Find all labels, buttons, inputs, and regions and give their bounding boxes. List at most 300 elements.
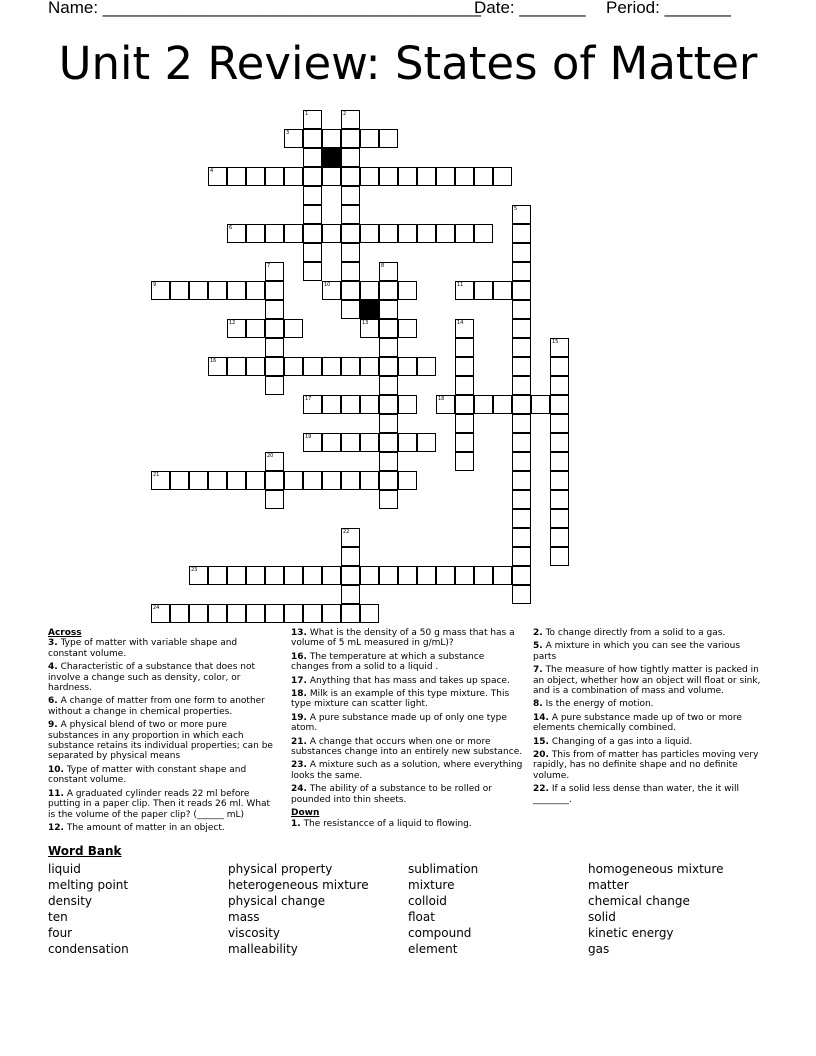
grid-cell[interactable] bbox=[189, 281, 208, 300]
clue-number: 13 bbox=[362, 320, 369, 326]
grid-cell[interactable] bbox=[512, 490, 531, 509]
grid-cell[interactable] bbox=[550, 338, 569, 357]
grid-cell[interactable] bbox=[265, 319, 284, 338]
word-bank-item: compound bbox=[408, 926, 472, 940]
grid-cell[interactable] bbox=[455, 566, 474, 585]
across-heading: Across bbox=[48, 628, 82, 638]
grid-cell[interactable] bbox=[436, 395, 455, 414]
clue-text: Characteristic of a substance that does not involve a change such as density, color, or hardness. bbox=[48, 662, 256, 694]
grid-cell[interactable] bbox=[303, 186, 322, 205]
grid-cell[interactable] bbox=[208, 281, 227, 300]
grid-cell[interactable] bbox=[398, 433, 417, 452]
grid-cell[interactable] bbox=[379, 395, 398, 414]
grid-cell[interactable] bbox=[303, 604, 322, 623]
grid-cell[interactable] bbox=[512, 528, 531, 547]
grid-cell[interactable] bbox=[436, 566, 455, 585]
grid-cell[interactable] bbox=[493, 395, 512, 414]
grid-cell[interactable] bbox=[303, 205, 322, 224]
grid-cell[interactable] bbox=[512, 509, 531, 528]
grid-cell[interactable] bbox=[265, 471, 284, 490]
clue-number: 6 bbox=[229, 225, 233, 231]
grid-cell[interactable] bbox=[227, 281, 246, 300]
grid-cell[interactable] bbox=[322, 566, 341, 585]
clue-number: 21 bbox=[153, 472, 160, 478]
grid-cell[interactable] bbox=[379, 167, 398, 186]
grid-cell[interactable] bbox=[512, 433, 531, 452]
clue-number-label: 15. bbox=[533, 736, 549, 747]
grid-cell[interactable] bbox=[170, 471, 189, 490]
grid-cell[interactable] bbox=[512, 224, 531, 243]
grid-cell[interactable] bbox=[512, 376, 531, 395]
grid-cell[interactable] bbox=[208, 566, 227, 585]
grid-cell[interactable] bbox=[550, 509, 569, 528]
grid-cell[interactable] bbox=[379, 338, 398, 357]
clue-number-label: 9. bbox=[48, 720, 58, 731]
grid-cell[interactable] bbox=[265, 566, 284, 585]
grid-cell[interactable] bbox=[227, 471, 246, 490]
grid-cell[interactable] bbox=[398, 281, 417, 300]
grid-cell[interactable] bbox=[360, 566, 379, 585]
grid-cell[interactable] bbox=[303, 395, 322, 414]
grid-cell[interactable] bbox=[227, 357, 246, 376]
grid-cell[interactable] bbox=[246, 224, 265, 243]
word-bank-item: melting point bbox=[48, 878, 129, 892]
period-field[interactable]: Period: _______ bbox=[606, 0, 731, 17]
grid-cell[interactable] bbox=[379, 414, 398, 433]
grid-cell[interactable] bbox=[322, 433, 341, 452]
grid-cell[interactable] bbox=[341, 547, 360, 566]
clue-number: 17 bbox=[305, 396, 312, 402]
clue-text: The resistancce of a liquid to flowing. bbox=[303, 818, 472, 829]
grid-cell[interactable] bbox=[341, 243, 360, 262]
grid-cell[interactable] bbox=[379, 319, 398, 338]
word-bank-item: heterogeneous mixture bbox=[228, 878, 369, 892]
grid-cell[interactable] bbox=[341, 262, 360, 281]
grid-cell[interactable] bbox=[265, 604, 284, 623]
grid-cell[interactable] bbox=[379, 566, 398, 585]
grid-cell[interactable] bbox=[512, 395, 531, 414]
grid-cell[interactable] bbox=[208, 604, 227, 623]
grid-cell[interactable] bbox=[550, 490, 569, 509]
clue bbox=[533, 628, 765, 638]
grid-cell[interactable] bbox=[303, 129, 322, 148]
grid-cell[interactable] bbox=[436, 224, 455, 243]
grid-cell[interactable] bbox=[265, 338, 284, 357]
grid-cell[interactable] bbox=[398, 319, 417, 338]
grid-cell[interactable] bbox=[398, 471, 417, 490]
clue-text: The amount of matter in an object. bbox=[66, 822, 225, 833]
grid-cell[interactable] bbox=[550, 547, 569, 566]
grid-cell[interactable] bbox=[341, 357, 360, 376]
clues-column-1 bbox=[48, 628, 278, 836]
grid-cell[interactable] bbox=[531, 395, 550, 414]
grid-cell[interactable] bbox=[303, 167, 322, 186]
grid-cell[interactable] bbox=[474, 281, 493, 300]
clue bbox=[533, 737, 765, 747]
grid-cell[interactable] bbox=[550, 452, 569, 471]
clue-text: Changing of a gas into a liquid. bbox=[551, 736, 693, 747]
grid-cell[interactable] bbox=[417, 433, 436, 452]
grid-cell[interactable] bbox=[360, 129, 379, 148]
grid-cell[interactable] bbox=[379, 129, 398, 148]
grid-cell[interactable] bbox=[493, 566, 512, 585]
grid-cell[interactable] bbox=[322, 167, 341, 186]
grid-cell[interactable] bbox=[341, 129, 360, 148]
clue-number-label: 16. bbox=[291, 651, 307, 662]
grid-cell[interactable] bbox=[246, 167, 265, 186]
word-bank-item: matter bbox=[588, 878, 629, 892]
grid-cell[interactable] bbox=[227, 224, 246, 243]
grid-cell[interactable] bbox=[360, 433, 379, 452]
grid-cell[interactable] bbox=[417, 224, 436, 243]
grid-cell[interactable] bbox=[455, 414, 474, 433]
clue bbox=[533, 641, 765, 662]
clue-number-label: 24. bbox=[291, 784, 307, 795]
grid-cell[interactable] bbox=[417, 566, 436, 585]
clue-number-label: 12. bbox=[48, 822, 64, 833]
clue-number: 16 bbox=[210, 358, 217, 364]
clue-number: 4 bbox=[210, 168, 214, 174]
grid-cell[interactable] bbox=[246, 319, 265, 338]
black-cell bbox=[322, 148, 341, 167]
grid-cell[interactable] bbox=[341, 224, 360, 243]
clue-number-label: 5. bbox=[533, 641, 543, 652]
grid-cell[interactable] bbox=[303, 357, 322, 376]
grid-cell[interactable] bbox=[341, 395, 360, 414]
grid-cell[interactable] bbox=[265, 376, 284, 395]
grid-cell[interactable] bbox=[322, 471, 341, 490]
grid-cell[interactable] bbox=[265, 357, 284, 376]
grid-cell[interactable] bbox=[341, 604, 360, 623]
down-heading: Down bbox=[291, 808, 320, 819]
word-bank-item: four bbox=[48, 926, 73, 940]
clue-number: 23 bbox=[191, 567, 198, 573]
grid-cell[interactable] bbox=[512, 547, 531, 566]
grid-cell[interactable] bbox=[246, 471, 265, 490]
clue-number: 7 bbox=[267, 263, 271, 269]
grid-cell[interactable] bbox=[227, 319, 246, 338]
clue-text: What is the density of a 50 g mass that has a volume of 5 mL measured in g/mL)? bbox=[291, 628, 515, 649]
grid-cell[interactable] bbox=[360, 319, 379, 338]
grid-cell[interactable] bbox=[341, 566, 360, 585]
grid-cell[interactable] bbox=[322, 604, 341, 623]
clue-text: If a solid less dense than water, the it will ________. bbox=[533, 784, 740, 805]
grid-cell[interactable] bbox=[455, 167, 474, 186]
grid-cell[interactable] bbox=[379, 490, 398, 509]
grid-cell[interactable] bbox=[512, 281, 531, 300]
word-bank-item: gas bbox=[588, 942, 610, 956]
word-bank-column-4 bbox=[588, 861, 723, 957]
grid-cell[interactable] bbox=[512, 452, 531, 471]
clue-text: A pure substance made up of two or more elements chemically combined. bbox=[533, 712, 742, 734]
clue bbox=[48, 720, 278, 762]
grid-cell[interactable] bbox=[151, 281, 170, 300]
clue-number: 2 bbox=[343, 111, 347, 117]
grid-cell[interactable] bbox=[341, 300, 360, 319]
grid-cell[interactable] bbox=[550, 395, 569, 414]
clue bbox=[533, 750, 765, 781]
clue-number: 5 bbox=[514, 206, 518, 212]
grid-cell[interactable] bbox=[341, 205, 360, 224]
page-title: Unit 2 Review: States of Matter bbox=[58, 37, 758, 90]
clue-number-label: 20. bbox=[533, 750, 549, 761]
grid-cell[interactable] bbox=[208, 471, 227, 490]
clue-number: 10 bbox=[324, 282, 331, 288]
grid-cell[interactable] bbox=[379, 471, 398, 490]
grid-cell[interactable] bbox=[246, 281, 265, 300]
grid-cell[interactable] bbox=[322, 224, 341, 243]
grid-cell[interactable] bbox=[474, 167, 493, 186]
word-bank-item: condensation bbox=[48, 942, 129, 956]
name-field[interactable]: Name: ________________________________________ bbox=[48, 0, 481, 17]
clue bbox=[533, 665, 765, 696]
grid-cell[interactable] bbox=[284, 471, 303, 490]
grid-cell[interactable] bbox=[455, 281, 474, 300]
clue-number: 3 bbox=[286, 130, 290, 136]
grid-cell[interactable] bbox=[246, 604, 265, 623]
grid-cell[interactable] bbox=[303, 471, 322, 490]
grid-cell[interactable] bbox=[341, 585, 360, 604]
grid-cell[interactable] bbox=[379, 224, 398, 243]
clue-text: A mixture in which you can see the various parts bbox=[533, 641, 741, 662]
clue-text: The measure of how tightly matter is packed in an object, whether how an object will float or sink, and is a combination of mass and volume. bbox=[533, 665, 761, 697]
clue-text: Is the energy of motion. bbox=[545, 699, 654, 710]
grid-cell[interactable] bbox=[474, 395, 493, 414]
clue bbox=[291, 676, 523, 686]
grid-cell[interactable] bbox=[341, 433, 360, 452]
grid-cell[interactable] bbox=[303, 224, 322, 243]
clue-text: Type of matter with constant shape and constant volume. bbox=[48, 764, 247, 786]
clue-number-label: 21. bbox=[291, 736, 307, 747]
grid-cell[interactable] bbox=[284, 604, 303, 623]
grid-cell[interactable] bbox=[550, 376, 569, 395]
grid-cell[interactable] bbox=[151, 471, 170, 490]
grid-cell[interactable] bbox=[512, 585, 531, 604]
clue-number-label: 22. bbox=[533, 784, 549, 795]
grid-cell[interactable] bbox=[550, 414, 569, 433]
word-bank-item: homogeneous mixture bbox=[588, 862, 724, 876]
grid-cell[interactable] bbox=[455, 357, 474, 376]
clue-number: 9 bbox=[153, 282, 157, 288]
word-bank-item: physical property bbox=[228, 862, 333, 876]
grid-cell[interactable] bbox=[512, 566, 531, 585]
grid-cell[interactable] bbox=[550, 471, 569, 490]
grid-cell[interactable] bbox=[303, 148, 322, 167]
clue-number-label: 23. bbox=[291, 760, 307, 771]
grid-cell[interactable] bbox=[265, 224, 284, 243]
grid-cell[interactable] bbox=[417, 167, 436, 186]
grid-cell[interactable] bbox=[474, 224, 493, 243]
clue-number: 1 bbox=[305, 111, 309, 117]
grid-cell[interactable] bbox=[341, 186, 360, 205]
grid-cell[interactable] bbox=[360, 167, 379, 186]
grid-cell[interactable] bbox=[341, 281, 360, 300]
grid-cell[interactable] bbox=[474, 566, 493, 585]
clue-text: A change that occurs when one or more substances change into an entirely new substance. bbox=[291, 736, 523, 758]
grid-cell[interactable] bbox=[455, 433, 474, 452]
clue bbox=[48, 789, 278, 820]
word-bank-title: Word Bank bbox=[48, 844, 122, 858]
grid-cell[interactable] bbox=[398, 395, 417, 414]
grid-cell[interactable] bbox=[436, 167, 455, 186]
grid-cell[interactable] bbox=[341, 167, 360, 186]
grid-cell[interactable] bbox=[303, 566, 322, 585]
grid-cell[interactable] bbox=[360, 224, 379, 243]
word-bank-column-3 bbox=[408, 861, 478, 957]
grid-cell[interactable] bbox=[322, 129, 341, 148]
grid-cell[interactable] bbox=[265, 452, 284, 471]
clue-number: 18 bbox=[438, 396, 445, 402]
grid-cell[interactable] bbox=[379, 262, 398, 281]
grid-cell[interactable] bbox=[265, 281, 284, 300]
clue bbox=[48, 696, 278, 717]
grid-cell[interactable] bbox=[189, 471, 208, 490]
word-bank-item: sublimation bbox=[408, 862, 479, 876]
grid-cell[interactable] bbox=[322, 357, 341, 376]
grid-cell[interactable] bbox=[227, 566, 246, 585]
grid-cell[interactable] bbox=[512, 205, 531, 224]
grid-cell[interactable] bbox=[360, 281, 379, 300]
grid-cell[interactable] bbox=[550, 528, 569, 547]
clue-text: A mixture such as a solution, where everything looks the same. bbox=[291, 760, 523, 781]
grid-cell[interactable] bbox=[379, 281, 398, 300]
grid-cell[interactable] bbox=[398, 566, 417, 585]
grid-cell[interactable] bbox=[227, 604, 246, 623]
grid-cell[interactable] bbox=[265, 300, 284, 319]
clue bbox=[291, 628, 523, 649]
grid-cell[interactable] bbox=[227, 167, 246, 186]
grid-cell[interactable] bbox=[170, 281, 189, 300]
grid-cell[interactable] bbox=[550, 433, 569, 452]
clue-number-label: 14. bbox=[533, 712, 549, 723]
grid-cell[interactable] bbox=[512, 414, 531, 433]
grid-cell[interactable] bbox=[379, 357, 398, 376]
word-bank-column-1 bbox=[48, 861, 129, 957]
clue bbox=[48, 765, 278, 786]
grid-cell[interactable] bbox=[512, 243, 531, 262]
clue-number-label: 17. bbox=[291, 675, 307, 686]
clue-text: A pure substance made up of only one type atom. bbox=[291, 712, 507, 734]
grid-cell[interactable] bbox=[322, 395, 341, 414]
grid-cell[interactable] bbox=[284, 319, 303, 338]
grid-cell[interactable] bbox=[341, 471, 360, 490]
grid-cell[interactable] bbox=[265, 167, 284, 186]
grid-cell[interactable] bbox=[303, 262, 322, 281]
grid-cell[interactable] bbox=[303, 243, 322, 262]
grid-cell[interactable] bbox=[265, 262, 284, 281]
clue bbox=[291, 689, 523, 710]
grid-cell[interactable] bbox=[360, 357, 379, 376]
grid-cell[interactable] bbox=[303, 110, 322, 129]
clue bbox=[533, 699, 765, 709]
grid-cell[interactable] bbox=[246, 357, 265, 376]
grid-cell[interactable] bbox=[360, 471, 379, 490]
grid-cell[interactable] bbox=[341, 148, 360, 167]
clues-column-2 bbox=[291, 628, 523, 832]
word-bank-item: element bbox=[408, 942, 458, 956]
grid-cell[interactable] bbox=[284, 129, 303, 148]
grid-cell[interactable] bbox=[284, 167, 303, 186]
grid-cell[interactable] bbox=[512, 338, 531, 357]
grid-cell[interactable] bbox=[512, 262, 531, 281]
grid-cell[interactable] bbox=[493, 167, 512, 186]
word-bank-item: malleability bbox=[228, 942, 298, 956]
grid-cell[interactable] bbox=[284, 224, 303, 243]
grid-cell[interactable] bbox=[208, 357, 227, 376]
grid-cell[interactable] bbox=[398, 357, 417, 376]
clue-number: 8 bbox=[381, 263, 385, 269]
grid-cell[interactable] bbox=[455, 395, 474, 414]
grid-cell[interactable] bbox=[208, 167, 227, 186]
grid-cell[interactable] bbox=[379, 452, 398, 471]
word-bank-item: mass bbox=[228, 910, 260, 924]
grid-cell[interactable] bbox=[512, 319, 531, 338]
grid-cell[interactable] bbox=[417, 357, 436, 376]
date-field[interactable]: Date: _______ bbox=[474, 0, 586, 17]
clue-number-label: 1. bbox=[291, 818, 301, 829]
grid-cell[interactable] bbox=[398, 167, 417, 186]
grid-cell[interactable] bbox=[360, 604, 379, 623]
grid-cell[interactable] bbox=[512, 300, 531, 319]
grid-cell[interactable] bbox=[284, 357, 303, 376]
clue-number-label: 8. bbox=[533, 699, 543, 710]
clue-number-label: 11. bbox=[48, 788, 64, 799]
grid-cell[interactable] bbox=[493, 281, 512, 300]
grid-cell[interactable] bbox=[322, 281, 341, 300]
clue-text: To change directly from a solid to a gas. bbox=[545, 628, 726, 638]
word-bank-item: physical change bbox=[228, 894, 326, 908]
clue-number: 22 bbox=[343, 529, 350, 535]
grid-cell[interactable] bbox=[512, 471, 531, 490]
grid-cell[interactable] bbox=[246, 566, 265, 585]
grid-cell[interactable] bbox=[189, 566, 208, 585]
word-bank-item: viscosity bbox=[228, 926, 281, 940]
clue-text: The temperature at which a substance changes from a solid to a liquid . bbox=[291, 651, 485, 673]
clue-number: 20 bbox=[267, 453, 274, 459]
grid-cell[interactable] bbox=[455, 376, 474, 395]
clue-number-label: 10. bbox=[48, 764, 64, 775]
clue bbox=[48, 638, 278, 659]
grid-cell[interactable] bbox=[550, 357, 569, 376]
grid-cell[interactable] bbox=[455, 338, 474, 357]
grid-cell[interactable] bbox=[379, 376, 398, 395]
grid-cell[interactable] bbox=[398, 224, 417, 243]
grid-cell[interactable] bbox=[455, 452, 474, 471]
grid-cell[interactable] bbox=[189, 604, 208, 623]
grid-cell[interactable] bbox=[284, 566, 303, 585]
clue-text: Milk is an example of this type mixture. This type mixture can scatter light. bbox=[291, 689, 510, 710]
grid-cell[interactable] bbox=[379, 300, 398, 319]
clue bbox=[291, 737, 523, 758]
clue-number: 14 bbox=[457, 320, 464, 326]
grid-cell[interactable] bbox=[265, 490, 284, 509]
clue bbox=[533, 784, 765, 805]
grid-cell[interactable] bbox=[170, 604, 189, 623]
grid-cell[interactable] bbox=[303, 433, 322, 452]
grid-cell[interactable] bbox=[341, 110, 360, 129]
word-bank-item: density bbox=[48, 894, 92, 908]
grid-cell[interactable] bbox=[512, 357, 531, 376]
grid-cell[interactable] bbox=[341, 528, 360, 547]
clue bbox=[533, 713, 765, 734]
grid-cell[interactable] bbox=[360, 395, 379, 414]
grid-cell[interactable] bbox=[455, 319, 474, 338]
grid-cell[interactable] bbox=[455, 224, 474, 243]
clue bbox=[291, 713, 523, 734]
grid-cell[interactable] bbox=[379, 433, 398, 452]
grid-cell[interactable] bbox=[151, 604, 170, 623]
clue-number: 11 bbox=[457, 282, 464, 288]
